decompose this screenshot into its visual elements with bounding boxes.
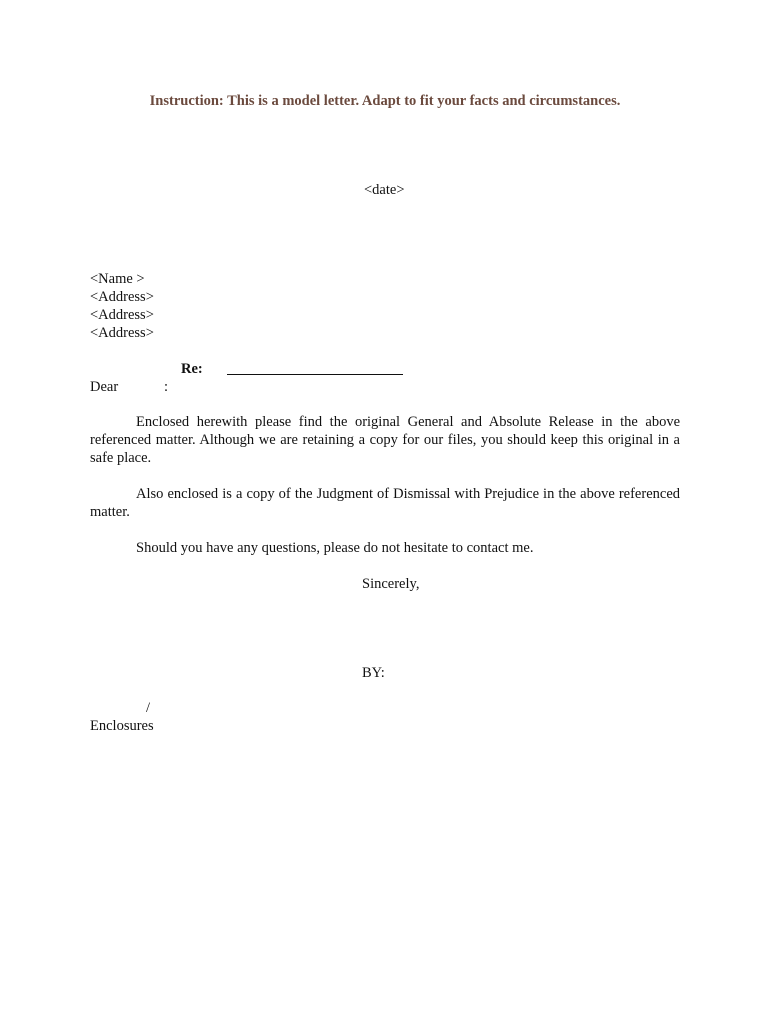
re-blank-line xyxy=(227,374,403,375)
closing: Sincerely, xyxy=(362,576,420,592)
recipient-name: <Name > xyxy=(90,271,145,287)
recipient-address-line-1: <Address> xyxy=(90,289,154,305)
salutation: Dear xyxy=(90,379,119,395)
date-placeholder: <date> xyxy=(364,182,405,198)
salutation-colon: : xyxy=(164,379,169,395)
signature-by: BY: xyxy=(362,665,385,681)
paragraph-1: Enclosed herewith please find the original General and Absolute Release in the above referenced matter. Although we are retaining a copy for our files, you should keep this original in a safe place. xyxy=(90,414,680,466)
re-label: Re: xyxy=(181,361,203,377)
paragraph-3: Should you have any questions, please do not hesitate to contact me. xyxy=(136,540,534,556)
recipient-address-line-2: <Address> xyxy=(90,307,154,323)
instruction-heading: Instruction: This is a model letter. Adapt to fit your facts and circumstances. xyxy=(149,93,621,109)
paragraph-2: Also enclosed is a copy of the Judgment of Dismissal with Prejudice in the above referenced matter. xyxy=(90,486,680,520)
enclosures-label: Enclosures xyxy=(90,718,154,734)
recipient-address-line-3: <Address> xyxy=(90,325,154,341)
initials-slash: / xyxy=(146,700,151,716)
